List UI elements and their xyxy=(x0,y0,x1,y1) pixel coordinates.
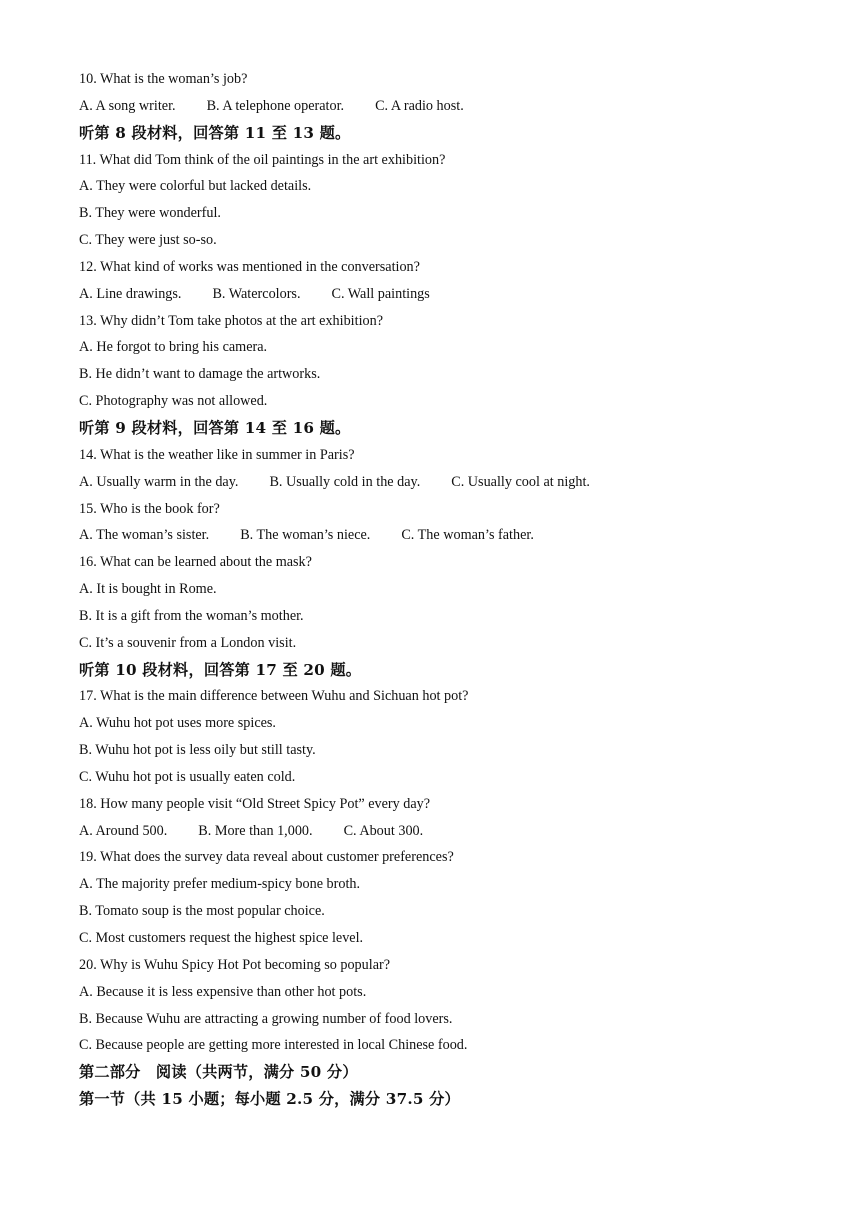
answer-option: B. Because Wuhu are attracting a growing number of food lovers. xyxy=(79,1010,453,1027)
answer-option: A. It is bought in Rome. xyxy=(79,581,217,598)
answer-option: B. A telephone operator. xyxy=(206,97,345,114)
options-row xyxy=(79,469,819,496)
answer-option: A. Wuhu hot pot uses more spices. xyxy=(79,715,276,732)
answer-option: C. It’s a souvenir from a London visit. xyxy=(79,634,297,651)
question-text: 17. What is the main difference between Wuhu and Sichuan hot pot? xyxy=(79,688,469,705)
answer-option: B. More than 1,000. xyxy=(198,822,313,839)
document-page xyxy=(79,66,819,1113)
answer-option: A. A song writer. xyxy=(79,97,176,114)
answer-option: B. The woman’s niece. xyxy=(240,527,371,544)
answer-option: C. A radio host. xyxy=(375,97,464,114)
options-row xyxy=(79,281,819,308)
answer-option: A. The woman’s sister. xyxy=(79,527,210,544)
answer-option: A. He forgot to bring his camera. xyxy=(79,339,268,356)
answer-option: C. The woman’s father. xyxy=(401,527,534,544)
options-row xyxy=(79,522,819,549)
section-heading: 听第 9 段材料，回答第 14 至 16 题。 xyxy=(79,418,351,437)
answer-option: B. They were wonderful. xyxy=(79,205,221,222)
answer-option: C. About 300. xyxy=(343,822,424,839)
answer-option: A. The majority prefer medium-spicy bone broth. xyxy=(79,876,361,893)
question-text: 11. What did Tom think of the oil paintings in the art exhibition? xyxy=(79,151,446,168)
answer-option: C. Most customers request the highest spice level. xyxy=(79,930,364,946)
question-text: 12. What kind of works was mentioned in the conversation? xyxy=(79,258,420,275)
answer-option: C. Usually cool at night. xyxy=(451,473,590,490)
question-text: 19. What does the survey data reveal about customer preferences? xyxy=(79,849,454,866)
section-heading: 听第 8 段材料，回答第 11 至 13 题。 xyxy=(79,123,351,142)
section-heading: 第二部分 阅读（共两节，满分 50 分） xyxy=(79,1063,358,1082)
question-text: 20. Why is Wuhu Spicy Hot Pot becoming so popular? xyxy=(79,956,391,973)
answer-option: A. Around 500. xyxy=(79,822,168,839)
question-text: 15. Who is the book for? xyxy=(79,500,220,517)
answer-option: C. Because people are getting more interested in local Chinese food. xyxy=(79,1037,468,1054)
answer-option: A. Usually warm in the day. xyxy=(79,473,239,490)
answer-option: A. Line drawings. xyxy=(79,285,182,302)
question-text: 18. How many people visit “Old Street Spicy Pot” every day? xyxy=(79,795,431,812)
question-text: 13. Why didn’t Tom take photos at the art exhibition? xyxy=(79,312,383,329)
answer-option: B. Wuhu hot pot is less oily but still tasty. xyxy=(79,742,316,759)
options-row xyxy=(79,818,819,845)
options-row xyxy=(79,93,819,120)
question-text: 16. What can be learned about the mask? xyxy=(79,554,312,571)
answer-option: A. They were colorful but lacked details. xyxy=(79,178,312,195)
question-text: 14. What is the weather like in summer in Paris? xyxy=(79,446,355,463)
answer-option: C. Wuhu hot pot is usually eaten cold. xyxy=(79,768,296,785)
answer-option: C. Wall paintings xyxy=(331,285,430,302)
section-heading: 第一节（共 15 小题；每小题 2.5 分，满分 37.5 分） xyxy=(79,1090,460,1109)
answer-option: B. It is a gift from the woman’s mother. xyxy=(79,607,304,624)
answer-option: B. Usually cold in the day. xyxy=(269,473,421,490)
answer-option: B. Watercolors. xyxy=(212,285,301,302)
section-heading: 听第 10 段材料，回答第 17 至 20 题。 xyxy=(79,660,362,679)
answer-option: B. He didn’t want to damage the artworks. xyxy=(79,366,321,383)
question-text: 10. What is the woman’s job? xyxy=(79,71,248,87)
answer-option: A. Because it is less expensive than other hot pots. xyxy=(79,983,367,1000)
answer-option: C. They were just so-so. xyxy=(79,232,217,249)
answer-option: B. Tomato soup is the most popular choice. xyxy=(79,903,325,920)
answer-option: C. Photography was not allowed. xyxy=(79,393,268,410)
